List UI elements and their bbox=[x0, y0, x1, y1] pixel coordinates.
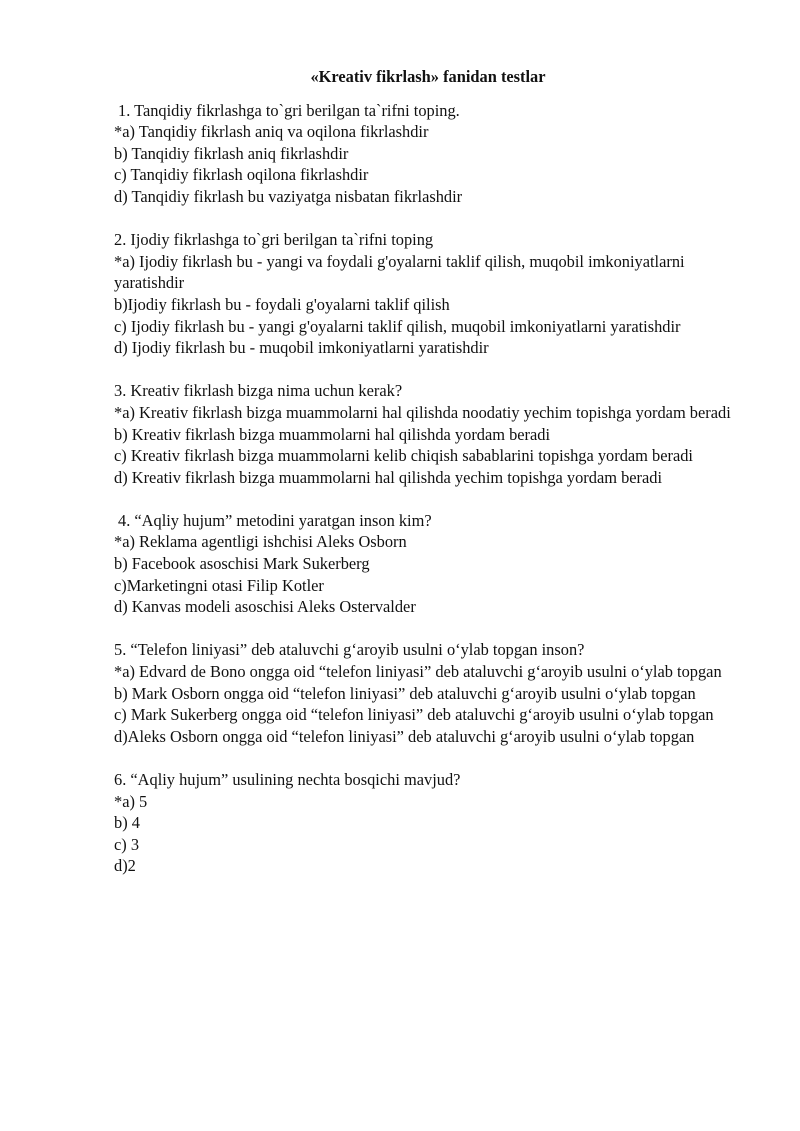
answer-option: c) Mark Sukerberg ongga oid “telefon liniyasi” deb ataluvchi g‘aroyib usulni o‘ylab topgan bbox=[114, 705, 714, 725]
answer-option: d) Ijodiy fikrlash bu - muqobil imkoniyatlarni yaratishdir bbox=[114, 338, 489, 358]
answer-option: b)Ijodiy fikrlash bu - foydali g'oyalarni taklif qilish bbox=[114, 294, 450, 314]
answer-option: b) Kreativ fikrlash bizga muammolarni hal qilishda yordam beradi bbox=[114, 424, 551, 444]
answer-option: d) Kanvas modeli asoschisi Aleks Ostervalder bbox=[114, 597, 416, 617]
question-4 bbox=[114, 510, 734, 618]
answer-option: b) Tanqidiy fikrlash aniq fikrlashdir bbox=[114, 143, 349, 163]
answer-option: d)Aleks Osborn ongga oid “telefon liniyasi” deb ataluvchi g‘aroyib usulni o‘ylab topgan bbox=[114, 726, 695, 746]
question-text: 1. Tanqidiy fikrlashga to`gri berilgan ta`rifni toping. bbox=[118, 100, 460, 120]
answer-option: *a) Tanqidiy fikrlash aniq va oqilona fikrlashdir bbox=[114, 122, 429, 142]
answer-option: *a) Reklama agentligi ishchisi Aleks Osborn bbox=[114, 532, 407, 552]
document-page bbox=[114, 66, 734, 899]
answer-option: b) Mark Osborn ongga oid “telefon liniyasi” deb ataluvchi g‘aroyib usulni o‘ylab topgan bbox=[114, 683, 696, 703]
question-text: 4. “Aqliy hujum” metodini yaratgan inson kim? bbox=[118, 510, 432, 530]
answer-option: c) Ijodiy fikrlash bu - yangi g'oyalarni taklif qilish, muqobil imkoniyatlarni yaratishdir bbox=[114, 316, 681, 336]
answer-option: b) 4 bbox=[114, 813, 140, 833]
answer-option: *a) Edvard de Bono ongga oid “telefon liniyasi” deb ataluvchi g‘aroyib usulni o‘ylab topgan bbox=[114, 662, 722, 682]
document-title: «Kreativ fikrlash» fanidan testlar bbox=[310, 67, 546, 86]
answer-option: *a) 5 bbox=[114, 791, 148, 811]
question-3 bbox=[114, 380, 734, 488]
answer-option: c)Marketingni otasi Filip Kotler bbox=[114, 575, 324, 595]
answer-option: *a) Ijodiy fikrlash bu - yangi va foydali g'oyalarni taklif qilish, muqobil imkoniyatlarni yaratishdir bbox=[114, 251, 685, 293]
answer-option: c) Kreativ fikrlash bizga muammolarni kelib chiqish sabablarini topishga yordam beradi bbox=[114, 446, 693, 466]
question-text: 3. Kreativ fikrlash bizga nima uchun kerak? bbox=[114, 381, 403, 401]
question-text: 2. Ijodiy fikrlashga to`gri berilgan ta`rifni toping bbox=[114, 230, 434, 250]
question-2 bbox=[114, 229, 734, 359]
question-1 bbox=[114, 100, 734, 208]
question-5 bbox=[114, 639, 734, 747]
answer-option: d) Kreativ fikrlash bizga muammolarni hal qilishda yechim topishga yordam beradi bbox=[114, 467, 663, 487]
answer-option: c) Tanqidiy fikrlash oqilona fikrlashdir bbox=[114, 165, 369, 185]
answer-option: d) Tanqidiy fikrlash bu vaziyatga nisbatan fikrlashdir bbox=[114, 186, 463, 206]
answer-option: *a) Kreativ fikrlash bizga muammolarni hal qilishda noodatiy yechim topishga yordam beradi bbox=[114, 402, 731, 422]
answer-option: c) 3 bbox=[114, 834, 140, 854]
answer-option: d)2 bbox=[114, 856, 136, 876]
question-text: 6. “Aqliy hujum” usulining nechta bosqichi mavjud? bbox=[114, 770, 461, 789]
question-6 bbox=[114, 769, 734, 877]
question-text: 5. “Telefon liniyasi” deb ataluvchi g‘aroyib usulni o‘ylab topgan inson? bbox=[114, 640, 585, 660]
answer-option: b) Facebook asoschisi Mark Sukerberg bbox=[114, 554, 370, 574]
